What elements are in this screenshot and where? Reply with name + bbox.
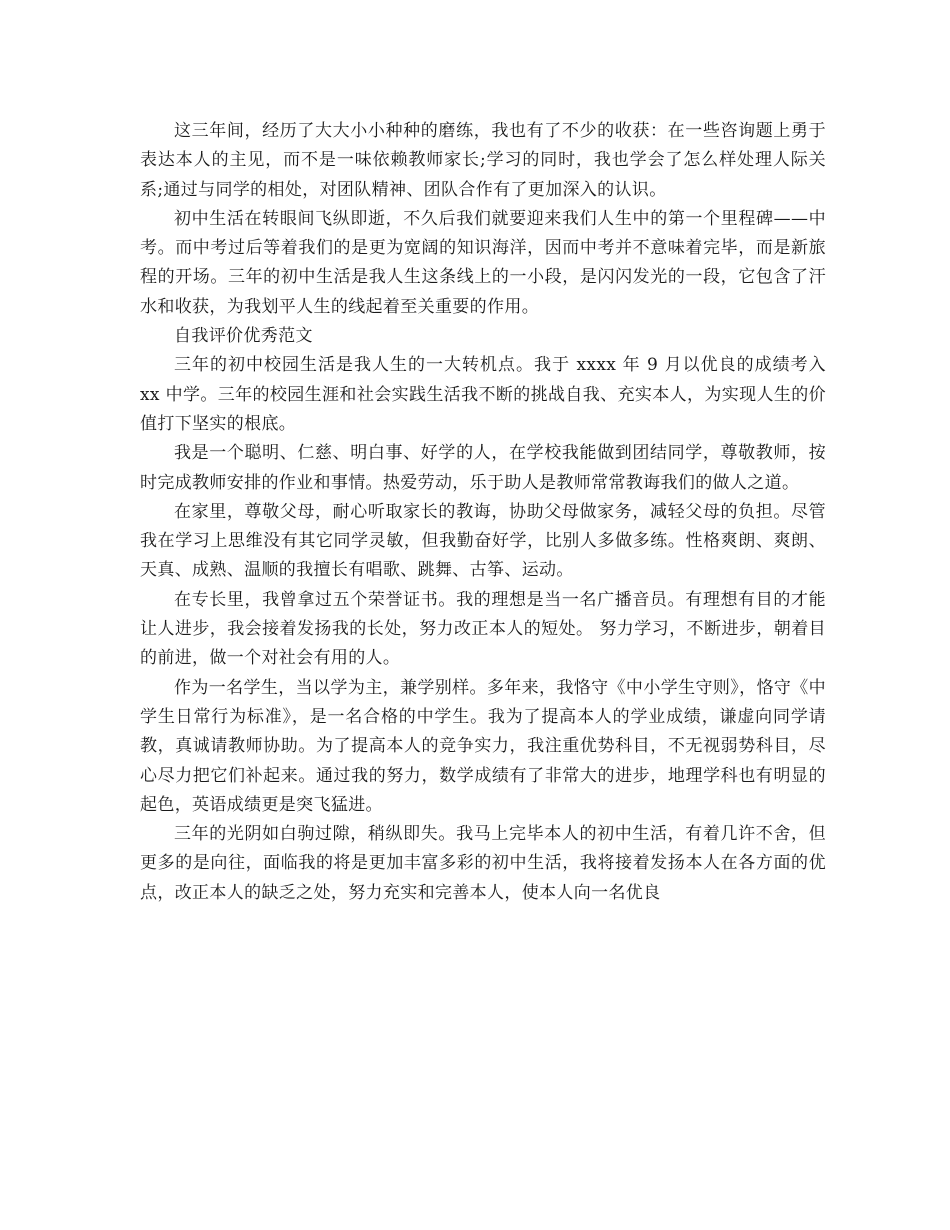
- paragraph-family: 在家里，尊敬父母，耐心听取家长的教诲，协助父母做家务，减轻父母的负担。尽管我在学习上思维没有其它同学灵敏，但我勤奋好学，比别人多做多练。性格爽朗、爽朗、天真、成熟、温顺的我擅长有唱歌、跳舞、古筝、运动。: [140, 501, 826, 581]
- paragraph-talents: 在专长里，我曾拿过五个荣誉证书。我的理想是当一名广播音员。有理想有目的才能让人进步，我会接着发扬我的长处，努力改正本人的短处。 努力学习，不断进步，朝着目的前进，做一个对社会有用的人。: [140, 589, 826, 669]
- paragraph-study: 作为一名学生，当以学为主，兼学别样。多年来，我恪守《中小学生守则》，恪守《中学生日常行为标准》，是一名合格的中学生。我为了提高本人的学业成绩，谦虚向同学请教，真诚请教师协助。为了提高本人的竞争实力，我注重优势科目，不无视弱势科目，尽心尽力把它们补起来。通过我的努力，数学成绩有了非常大的进步，地理学科也有明显的起色，英语成绩更是突飞猛进。: [140, 677, 826, 815]
- paragraph-school-life: 三年的初中校园生活是我人生的一大转机点。我于 xxxx 年 9 月以优良的成绩考入 xx 中学。三年的校园生涯和社会实践生活我不断的挑战自我、充实本人，为实现人生的价值打下坚实的根底。: [140, 355, 826, 434]
- paragraph-harvest: 这三年间，经历了大大小小种种的磨练，我也有了不少的收获：在一些咨询题上勇于表达本人的主见，而不是一味依赖教师家长;学习的同时，我也学会了怎么样处理人际关系;通过与同学的相处，对团队精神、团队合作有了更加深入的认识。: [140, 121, 826, 200]
- document-body: [140, 117, 826, 908]
- paragraph-character: 我是一个聪明、仁慈、明白事、好学的人，在学校我能做到团结同学，尊敬教师，按时完成教师安排的作业和事情。热爱劳动，乐于助人是教师常常教诲我们的做人之道。: [140, 443, 826, 493]
- paragraph-future: 三年的光阴如白驹过隙，稍纵即失。我马上完毕本人的初中生活，有着几许不舍，但更多的是向往，面临我的将是更加丰富多彩的初中生活，我将接着发扬本人在各方面的优点，改正本人的缺乏之处，努力充实和完善本人，使本人向一名优良: [140, 824, 826, 903]
- section-heading: 自我评价优秀范文: [174, 326, 313, 347]
- paragraph-milestone: 初中生活在转眼间飞纵即逝，不久后我们就要迎来我们人生中的第一个里程碑——中考。而中考过后等着我们的是更为宽阔的知识海洋，因而中考并不意味着完毕，而是新旅程的开场。三年的初中生活是我人生这条线上的一小段，是闪闪发光的一段，它包含了汗水和收获，为我划平人生的线起着至关重要的作用。: [140, 208, 826, 317]
